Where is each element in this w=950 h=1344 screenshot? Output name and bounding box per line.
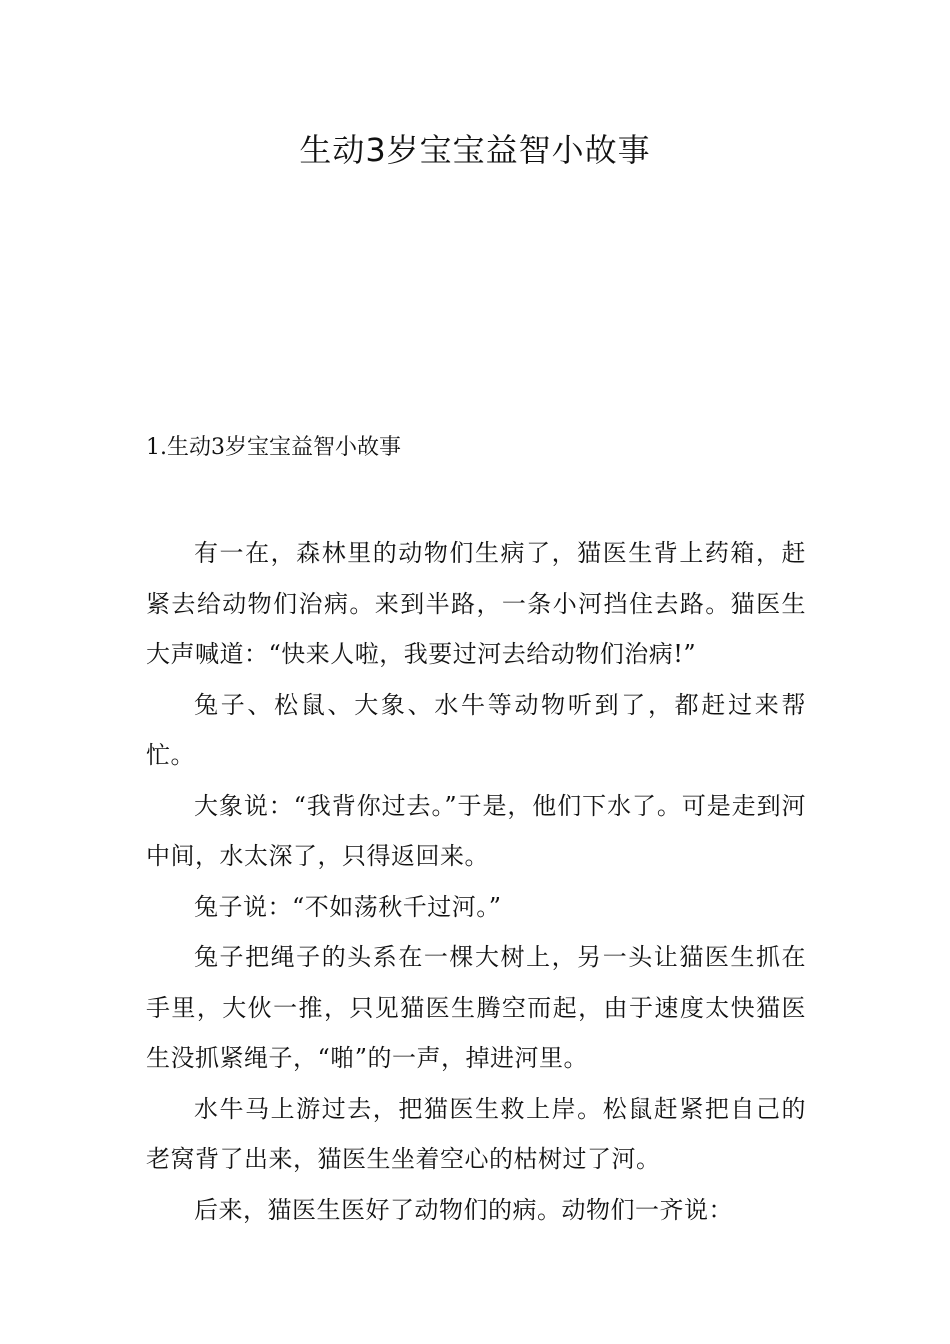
story-paragraph: 水牛马上游过去，把猫医生救上岸。松鼠赶紧把自己的老窝背了出来，猫医生坐着空心的枯树过了河。 — [146, 1094, 806, 1173]
story-paragraph: 兔子、松鼠、大象、水牛等动物听到了，都赶过来帮忙。 — [146, 690, 806, 769]
story-paragraph: 兔子说：“不如荡秋千过河。” — [194, 892, 502, 921]
story-paragraph: 有一在，森林里的动物们生病了，猫医生背上药箱，赶紧去给动物们治病。来到半路，一条小河挡住去路。猫医生大声喊道：“快来人啦，我要过河去给动物们治病!” — [146, 539, 806, 668]
story-paragraph: 兔子把绳子的头系在一棵大树上，另一头让猫医生抓在手里，大伙一推，只见猫医生腾空而起，由于速度太快猫医生没抓紧绳子，“啪”的一声，掉进河里。 — [146, 943, 806, 1072]
section-heading: 1.生动3岁宝宝益智小故事 — [146, 435, 401, 460]
document-title: 生动3岁宝宝益智小故事 — [299, 131, 651, 169]
story-body — [146, 528, 806, 1235]
story-paragraph: 后来，猫医生医好了动物们的病。动物们一齐说： — [194, 1195, 733, 1224]
story-paragraph: 大象说：“我背你过去。”于是，他们下水了。可是走到河中间，水太深了，只得返回来。 — [146, 791, 806, 870]
